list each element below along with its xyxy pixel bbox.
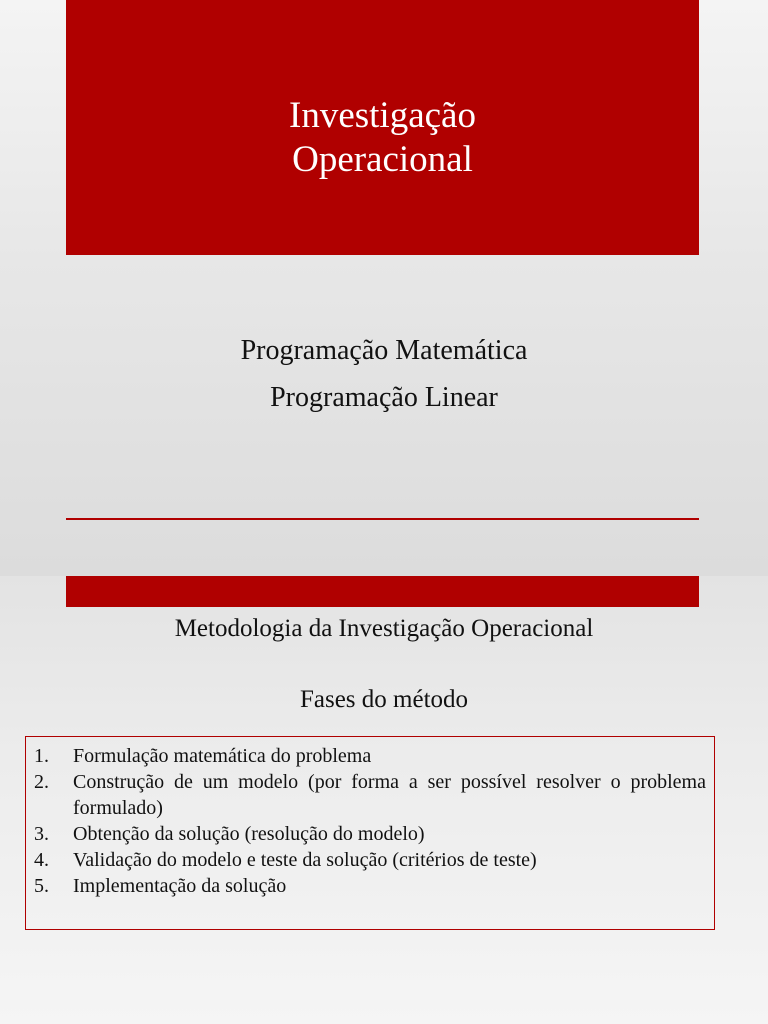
phase-text: Construção de um modelo (por forma a ser possível resolver o problema formulado) (73, 771, 706, 819)
phase-number: 5. (34, 875, 49, 897)
phases-list (34, 743, 706, 899)
phase-number: 1. (34, 745, 49, 767)
divider-line (66, 518, 699, 520)
phase-item (34, 769, 706, 821)
title-band (66, 0, 699, 255)
slide-title (66, 94, 699, 182)
phase-text: Implementação da solução (73, 875, 287, 897)
content-slide (0, 576, 768, 1024)
phase-text: Obtenção da solução (resolução do modelo) (73, 823, 425, 845)
subtitle-line-1: Programação Matemática (240, 335, 528, 366)
phase-text: Formulação matemática do problema (73, 745, 372, 767)
subtitle-line-2: Programação Linear (270, 382, 498, 413)
phase-item (34, 821, 706, 847)
phase-item (34, 873, 706, 899)
phase-number: 4. (34, 849, 49, 871)
phase-number: 3. (34, 823, 49, 845)
slide-heading: Metodologia da Investigação Operacional (174, 615, 594, 642)
phases-box (25, 736, 715, 930)
phase-number: 2. (34, 771, 49, 793)
top-accent-band (66, 576, 699, 607)
phase-item (34, 743, 706, 769)
phase-text: Validação do modelo e teste da solução (critérios de teste) (73, 849, 537, 871)
phase-item (34, 847, 706, 873)
title-line-2: Operacional (292, 139, 473, 180)
slide-subheading: Fases do método (299, 686, 469, 713)
title-line-1: Investigação (289, 95, 476, 136)
